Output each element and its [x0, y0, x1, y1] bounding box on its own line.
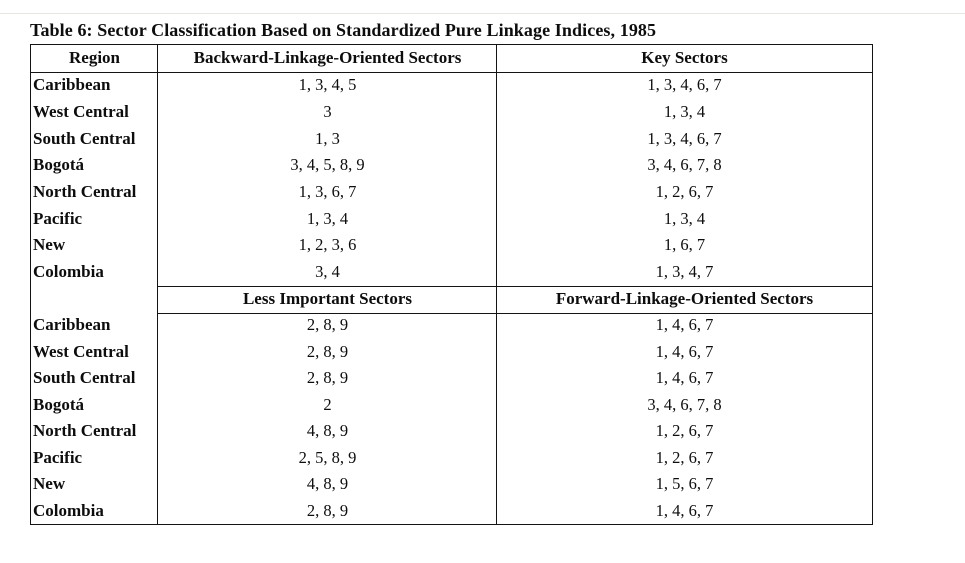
sectors-cell: 3 [323, 101, 332, 121]
table-header-row [31, 45, 872, 72]
sectors-cell: 1, 3, 4, 5 [298, 75, 357, 95]
region-cell: New [33, 235, 66, 255]
sectors-cell: 1, 3, 4 [663, 208, 706, 228]
region-cell: Caribbean [33, 75, 111, 95]
table-row [31, 471, 872, 497]
column-header-sectors: Forward-Linkage-Oriented Sectors [555, 288, 814, 308]
region-cell: Pacific [33, 447, 83, 467]
sector-classification-table [30, 44, 873, 525]
region-cell: South Central [33, 368, 136, 388]
table-row [31, 392, 872, 418]
region-cell: Bogotá [33, 155, 84, 175]
sectors-cell: 1, 4, 6, 7 [655, 500, 714, 520]
sectors-cell: 2, 8, 9 [306, 368, 349, 388]
table-row [31, 339, 872, 365]
table-row [31, 259, 872, 286]
sectors-cell: 2, 8, 9 [306, 500, 349, 520]
sectors-cell: 2 [323, 394, 332, 414]
sectors-cell: 1, 3, 4, 7 [655, 261, 714, 281]
sectors-cell: 1, 5, 6, 7 [655, 474, 714, 494]
table-row [31, 205, 872, 232]
table-row [31, 99, 872, 126]
sectors-cell: 1, 3, 4, 6, 7 [647, 128, 722, 148]
sectors-cell: 1, 2, 6, 7 [655, 447, 714, 467]
table-caption: Table 6: Sector Classification Based on Standardized Pure Linkage Indices, 1985 [30, 20, 657, 40]
sectors-cell: 1, 2, 6, 7 [655, 181, 714, 201]
sectors-cell: 1, 2, 3, 6 [298, 235, 357, 255]
table-row [31, 152, 872, 179]
table-row [31, 125, 872, 152]
sectors-cell: 2, 8, 9 [306, 315, 349, 335]
table-row [31, 72, 872, 99]
sectors-cell: 1, 4, 6, 7 [655, 341, 714, 361]
sectors-cell: 4, 8, 9 [306, 474, 349, 494]
sectors-cell: 1, 3, 4 [663, 101, 706, 121]
region-cell: South Central [33, 128, 136, 148]
table-row [31, 497, 872, 523]
sectors-cell: 1, 3 [315, 128, 340, 148]
region-cell: North Central [33, 181, 137, 201]
sectors-cell: 3, 4 [315, 261, 340, 281]
table-row [31, 179, 872, 206]
sectors-cell: 1, 4, 6, 7 [655, 315, 714, 335]
sectors-cell: 4, 8, 9 [306, 421, 349, 441]
region-cell: Pacific [33, 208, 83, 228]
region-cell: Caribbean [33, 315, 111, 335]
sectors-cell: 2, 8, 9 [306, 341, 349, 361]
region-cell: West Central [33, 341, 129, 361]
column-header-region: Region [69, 48, 120, 68]
table-row [31, 418, 872, 444]
column-header-region [31, 285, 158, 312]
sectors-cell: 1, 6, 7 [663, 235, 706, 255]
sectors-cell: 1, 3, 6, 7 [298, 181, 357, 201]
region-cell: North Central [33, 421, 137, 441]
sectors-cell: 3, 4, 6, 7, 8 [647, 394, 722, 414]
sectors-cell: 3, 4, 6, 7, 8 [647, 155, 722, 175]
column-header-sectors: Backward-Linkage-Oriented Sectors [193, 48, 462, 68]
table-rows-container [31, 45, 872, 524]
column-header-sectors: Less Important Sectors [242, 288, 413, 308]
table-row [31, 312, 872, 338]
table-row [31, 445, 872, 471]
region-cell: Bogotá [33, 394, 84, 414]
sectors-cell: 2, 5, 8, 9 [298, 447, 357, 467]
sectors-cell: 1, 2, 6, 7 [655, 421, 714, 441]
page-top-rule [0, 13, 965, 14]
region-cell: West Central [33, 101, 129, 121]
column-header-sectors: Key Sectors [641, 48, 728, 68]
table-row [31, 365, 872, 391]
sectors-cell: 1, 4, 6, 7 [655, 368, 714, 388]
table-header-row [31, 285, 872, 312]
region-cell: New [33, 474, 66, 494]
sectors-cell: 3, 4, 5, 8, 9 [290, 155, 365, 175]
region-cell: Colombia [33, 500, 104, 520]
table-row [31, 232, 872, 259]
region-cell: Colombia [33, 261, 104, 281]
sectors-cell: 1, 3, 4, 6, 7 [647, 75, 722, 95]
sectors-cell: 1, 3, 4 [306, 208, 349, 228]
